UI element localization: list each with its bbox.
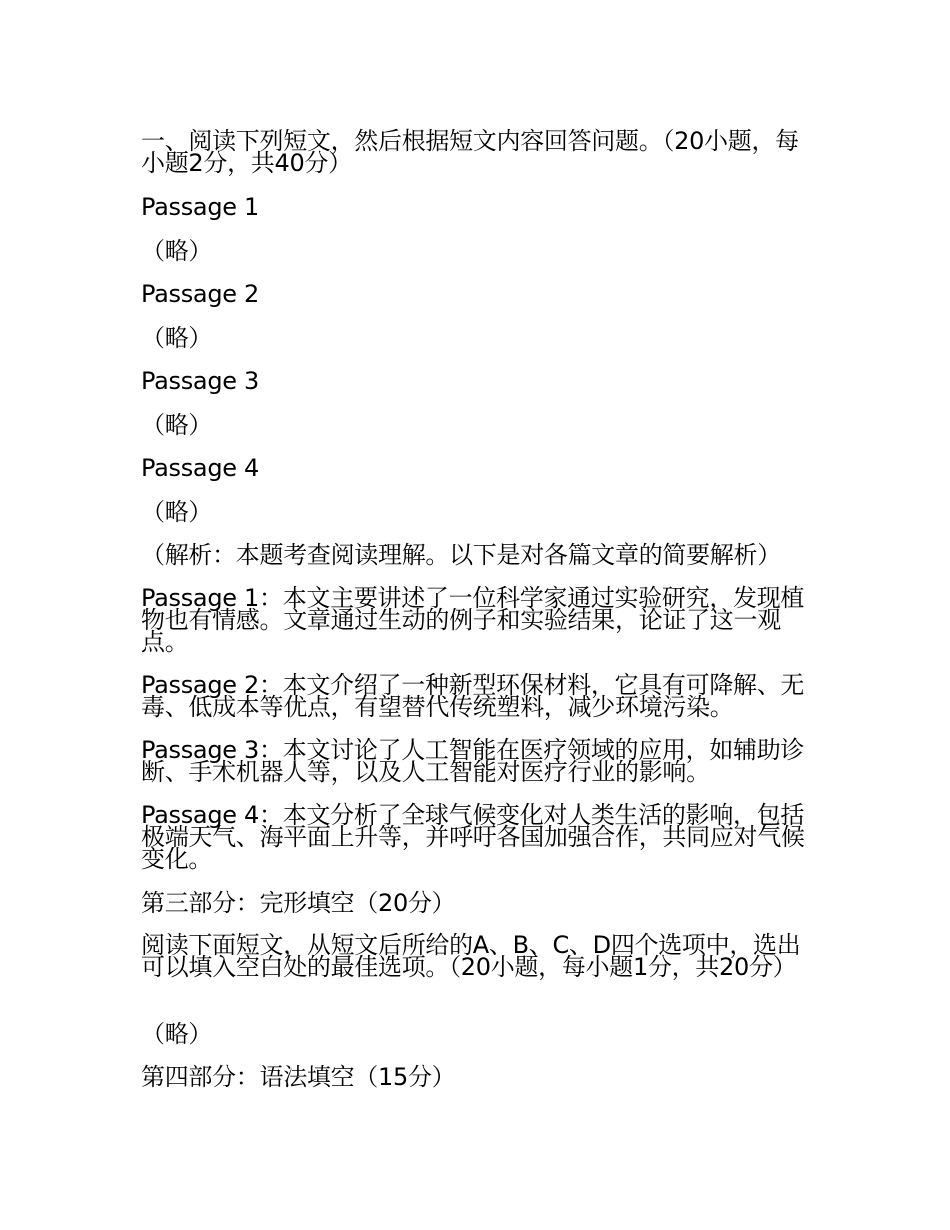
part4-heading: 第四部分：语法填空（15分） [141,1063,456,1091]
analysis-passage-3: Passage 3：本文讨论了人工智能在医疗领域的应用，如辅助诊断、手术机器人等，以及人工智能对医疗行业的影响。 [141,736,805,786]
part3-body: （略） [141,1020,213,1048]
analysis-intro: （解析：本题考查阅读理解。以下是对各篇文章的简要解析） [141,541,781,569]
passage-3-body: （略） [141,411,213,439]
passage-4-title: Passage 4 [141,454,260,482]
analysis-passage-4: Passage 4：本文分析了全球气候变化对人类生活的影响，包括极端天气、海平面上升等，并呼吁各国加强合作，共同应对气候变化。 [141,801,805,873]
part3-instruction: 阅读下面短文，从短文后所给的A、B、C、D四个选项中，选出可以填入空白处的最佳选项。（20小题，每小题1分，共20分） [141,931,801,981]
analysis-passage-1: Passage 1：本文主要讲述了一位科学家通过实验研究，发现植物也有情感。文章通过生动的例子和实验结果，论证了这一观点。 [141,584,805,656]
passage-3-title: Passage 3 [141,367,260,395]
passage-1-body: （略） [141,237,213,265]
section-heading: 一、阅读下列短文，然后根据短文内容回答问题。（20小题，每小题2分，共40分） [141,127,799,177]
passage-2-body: （略） [141,324,213,352]
part3-heading: 第三部分：完形填空（20分） [141,889,456,917]
passage-4-body: （略） [141,498,213,526]
passage-2-title: Passage 2 [141,280,260,308]
analysis-passage-2: Passage 2：本文介绍了一种新型环保材料，它具有可降解、无毒、低成本等优点，有望替代传统塑料，减少环境污染。 [141,671,805,721]
passage-1-title: Passage 1 [141,193,260,221]
